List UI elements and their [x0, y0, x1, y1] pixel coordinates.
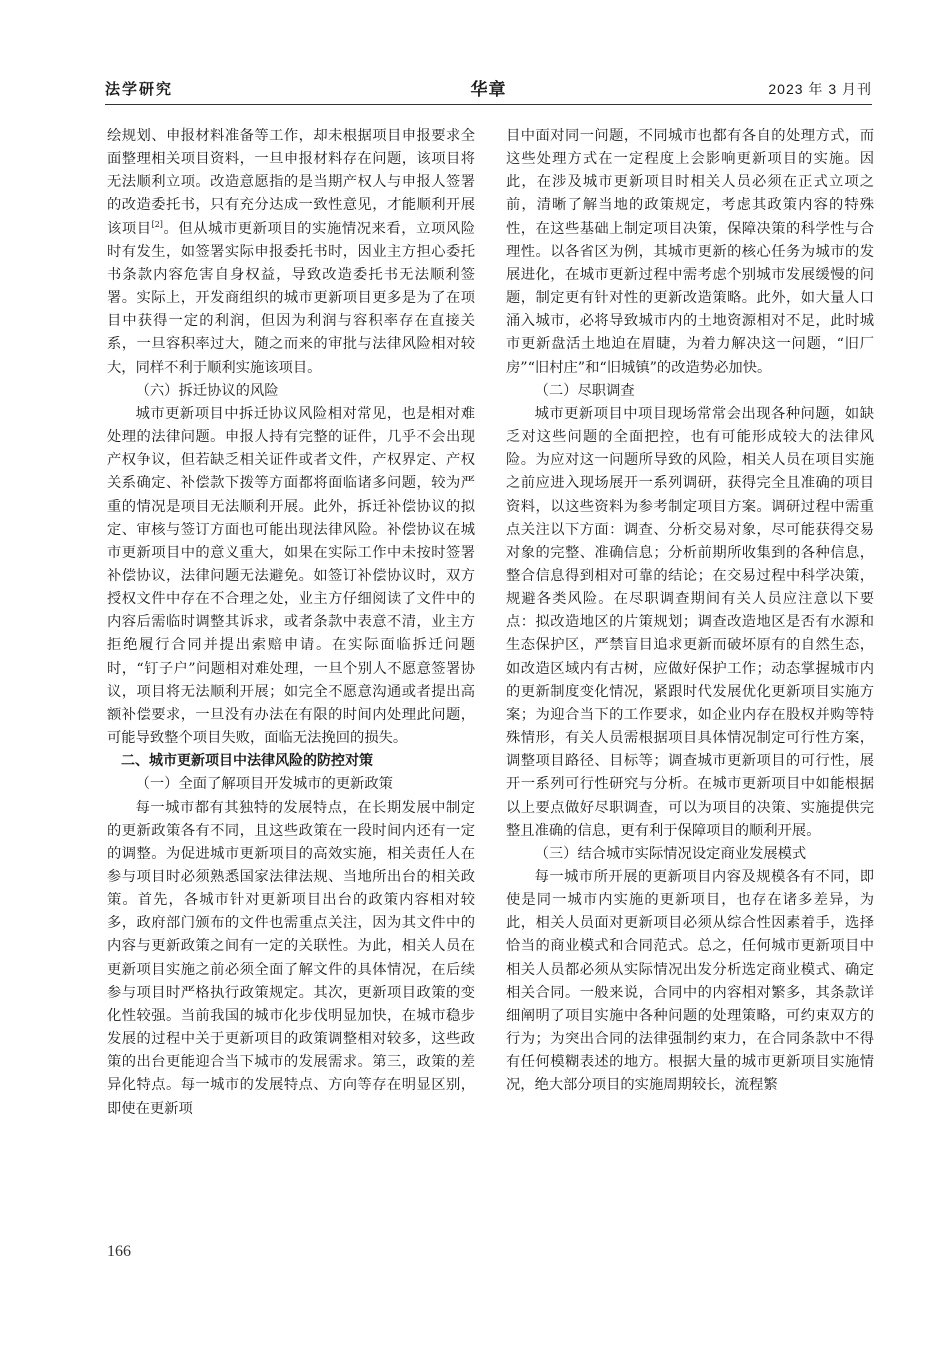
paragraph: 城市更新项目中项目现场常常会出现各种问题，如缺乏对这些问题的全面把控，也有可能形成较大的法律风险。为应对这一问题所导致的风险，相关人员在项目实施之前应进入现场展开一系列调研，获得完全且准确的项目资料，以这些资料为参考制定项目方案。调研过程中需重点关注以下方面：调查、分析交易对象，尽可能获得交易对象的完整、准确信息；分析前期所收集到的各种信息，整合信息得到相对可靠的结论；在交易过程中科学决策，规避各类风险。在尽职调查期间有关人员应注意以下要点：拟改造地区的片策规划；调查改造地区是否有水源和生态保护区，严禁盲目追求更新而破坏原有的自然生态，如改造区域内有古树，应做好保护工作；动态掌握城市内的更新制度变化情况，紧跟时代发展优化更新项目实施方案；为迎合当下的工作要求，如企业内存在股权并购等特殊情形，有关人员需根据项目具体情况制定可行性方案，调整项目路径、目标等；调查城市更新项目的可行性，展开一系列可行性研究与分析。在城市更新项目中如能根据以上要点做好尽职调查，可以为项目的决策、实施提供完整且准确的信息，更有利于保障项目的顺利开展。 — [506, 405, 874, 839]
paragraph: 每一城市都有其独特的发展特点，在长期发展中制定的更新政策各有不同，且这些政策在一段时间内还有一定的调整。为促进城市更新项目的高效实施，相关责任人在参与项目时必须熟悉国家法律法规、当地所出台的相关政策。首先，各城市针对更新项目出台的政策内容相对较多，政府部门颁布的文件也需重点关注，因为其文件中的内容与更新政策之间有一定的关联性。为此，相关人员在更新项目实施之前必须全面了解文件的具体情况，在后续参与项目时严格执行政策规定。其次，更新项目政策的变化性较强。当前我国的城市化步伐明显加快，在城市稳步发展的过程中关于更新项目的政策调整相对较多，这些政策的出台更能迎合当下城市的发展需求。第三，政策的差异化特点。每一城市的发展特点、方向等存在明显区别，即使在更新项 — [107, 799, 475, 1117]
left-column — [107, 125, 475, 1121]
subsection-heading: （一）全面了解项目开发城市的更新政策 — [135, 776, 393, 793]
citation: [2] — [151, 219, 163, 229]
subsection-heading: （六）拆迁协议的风险 — [135, 382, 279, 399]
paragraph: 城市更新项目中拆迁协议风险相对常见，也是相对难处理的法律问题。申报人持有完整的证件，几乎不会出现产权争议，但若缺乏相关证件或者文件，产权界定、产权关系确定、补偿款下拨等方面都将面临诸多问题，较为严重的情况是项目无法顺利开展。此外，拆迁补偿协议的拟定、审核与签订方面也可能出现法律风险。补偿协议在城市更新项目中的意义重大，如果在实际工作中未按时签署补偿协议，法律问题无法避免。如签订补偿协议时，双方授权文件中存在不合理之处，业主方仔细阅读了文件中的内容后需临时调整其诉求，或者条款中表意不清，业主方拒绝履行合同并提出索赔申请。在实际面临拆迁问题时，“钉子户”问题相对难处理，一旦个别人不愿意签署协议，项目将无法顺利开展；如完全不愿意沟通或者提出高额补偿要求，一旦没有办法在有限的时间内处理此问题，可能导致整个项目失败，面临无法挽回的损失。 — [107, 405, 475, 747]
paragraph-text: 。但从城市更新项目的实施情况来看，立项风险时有发生，如签署实际申报委托书时，因业主方担心委托书条款内容危害自身权益，导致改造委托书无法顺利签署。实际上，开发商组织的城市更新项目更多是为了在项目中获得一定的利润，但因为利润与容积率存在直接关系，一旦容积率过大，随之而来的审批与法律风险相对较大，同样不利于顺利实施该项目。 — [107, 220, 476, 376]
subsection-heading: （三）结合城市实际情况设定商业发展模式 — [534, 845, 807, 862]
page-number: 166 — [107, 1243, 131, 1260]
right-column — [506, 125, 874, 1098]
journal-name: 法学研究 — [105, 80, 174, 98]
page-header — [105, 78, 872, 105]
header-center-title: 华章 — [470, 80, 507, 100]
subsection-heading: （二）尽职调查 — [534, 382, 635, 399]
section-heading: 二、城市更新项目中法律风险的防控对策 — [121, 753, 373, 770]
paragraph — [107, 125, 475, 380]
paragraph: 目中面对同一问题，不同城市也都有各自的处理方式，而这些处理方式在一定程度上会影响更新项目的实施。因此，在涉及城市更新项目时相关人员必须在正式立项之前，清晰了解当地的政策规定，考虑其政策内容的特殊性，在这些基础上制定项目决策，保障决策的科学性与合理性。以各省区为例，其城市更新的核心任务为城市的发展进化，在城市更新过程中需考虑个别城市发展缓慢的问题，制定更有针对性的更新改造策略。此外，如大量人口涌入城市，必将导致城市内的土地资源相对不足，此时城市更新盘活土地迫在眉睫，为着力解决这一问题，“旧厂房”“旧村庄”和“旧城镇”的改造势必加快。 — [506, 128, 874, 376]
issue-date: 2023 年 3 月刊 — [768, 81, 872, 97]
paragraph-text: 绘规划、申报材料准备等工作，却未根据项目申报要求全面整理相关项目资料，一旦申报材料存在问题，该项目将无法顺利立项。改造意愿指的是当期产权人与申报人签署的改造委托书，只有充分达成一致性意见，才能顺利开展该项目 — [107, 128, 475, 237]
paragraph: 每一城市所开展的更新项目内容及规模各有不同，即使是同一城市内实施的更新项目，也存在诸多差异，为此，相关人员面对更新项目必须从综合性因素着手，选择恰当的商业模式和合同范式。总之，任何城市更新项目中相关人员都必须从实际情况出发分析选定商业模式、确定相关合同。一般来说，合同中的内容相对繁多，其条款详细阐明了项目实施中各种问题的处理策略，可约束双方的行为；为突出合同的法律强制约束力，在合同条款中不得有任何模糊表述的地方。根据大量的城市更新项目实施情况，绝大部分项目的实施周期较长，流程繁 — [506, 869, 874, 1094]
